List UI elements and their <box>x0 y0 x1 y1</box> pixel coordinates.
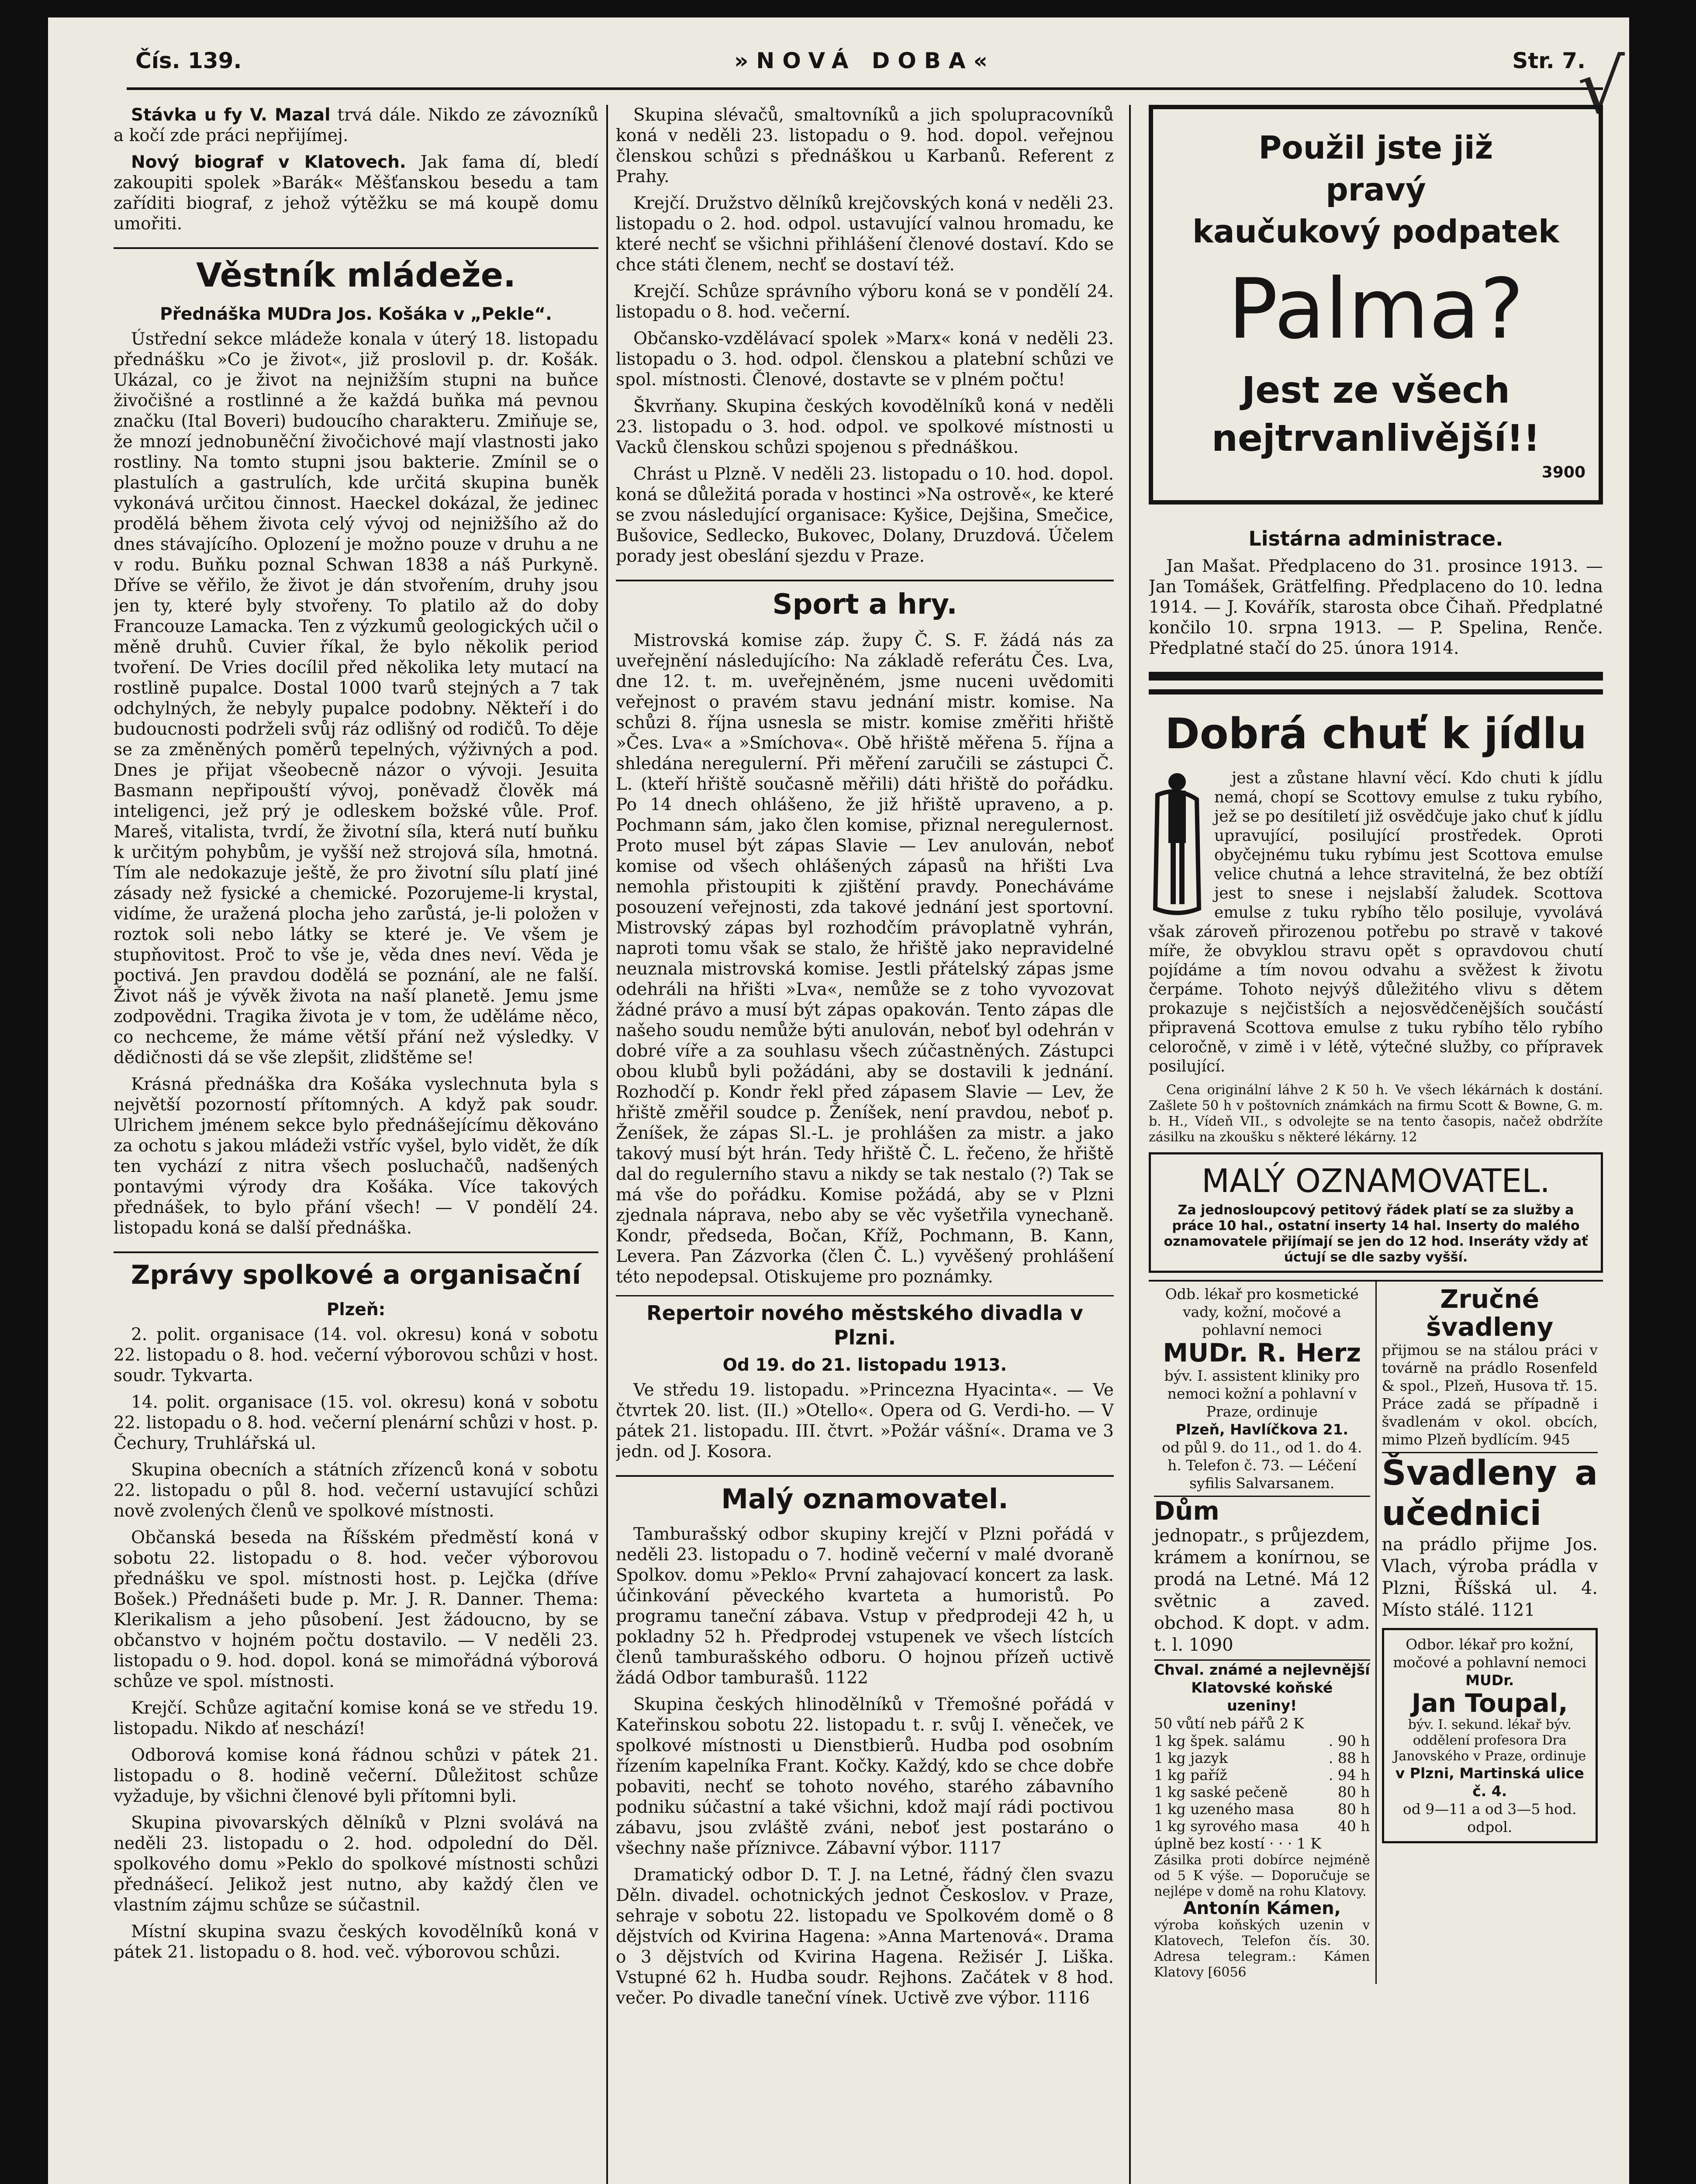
notice: Chrást u Plzně. V neděli 23. listopadu o 10. hod. dopol. koná se důležitá porada v hostinci »Na ostrově«, ke které se zvou následující organisace: Kyšice, Dejšina, Smečice, Bušovice, Sedlecko, Bukovec, Dolany, Druzdová. Účelem porady jest obeslání sjezdu v Praze. <box>616 464 1114 566</box>
classified-ad: Dramatický odbor D. T. J. na Letné, řádný člen svazu Děln. divadel. ochotnických jednot Českoslov. v Praze, sehraje v sobotu 22. listopadu ve Spolkovém domě o 8 dějstvích od Kvirina Hagena: »Anna Martenová«. Drama o 3 dějstvích od Kvirina Hagena. Režisér J. Liška. Vstupné 62 h. Hudba soudr. Rejhons. Začátek v 8 hod. večer. Po divadle taneční vínek. Uctivě zve výbor. 1116 <box>616 1865 1114 2008</box>
section-heading: Zprávy spolkové a organisační <box>114 1251 598 1291</box>
price-row: 1 kg saské pečeně 80 h <box>1154 1783 1370 1800</box>
section-heading: Věstník mládeže. <box>114 247 598 295</box>
fisherman-with-fish-illustration <box>1149 769 1206 917</box>
section-subheading: Od 19. do 21. listopadu 1913. <box>722 1355 1007 1375</box>
notice: Ve středu 19. listopadu. »Princezna Hyacinta«. — Ve čtvrtek 20. list. (II.) »Otello«. Opera od G. Verdi-ho. — V pátek 21. listopadu. III. čtvrt. »Požár vášní«. Drama ve 3 jedn. od J. Kosora. <box>616 1380 1114 1462</box>
article-paragraph: Ústřední sekce mládeže konala v úterý 18. listopadu přednášku »Co je život«, již proslovil p. dr. Košák. Ukázal, co je život na nejnižším stupni na buňce živočišné a rostlinné a že každá buňka má pevnou značku (Ital Boveri) budoucího charakteru. Zmiňuje se, že mnozí jednobuněční živočichové mají vlastnosti jako rostliny. Na tomto stupni jsou bakterie. Zmínil se o plastulích a gastrulích, kde určitá skupina buněk vykonává určitou činnost. Haeckel dokázal, že jedinec prodělá během života celý vývoj od nejnižšího až do dnes stávajícího. Oplození je možno pouze v druhu a ne v rodu. Buňku poznal Schwan 1838 a náš Purkyně. Dříve se věřilo, že život je dán stvořením, druhy jsou jen ty, které byly stvořeny. To platilo až do doby Francouze Lamacka. Ten z výzkumů geologických učil o měně druhů. Cuvier říkal, že bylo několik period tvoření. De Vries docílil před několika lety mutací na rostlině pupalce. Dostal 1000 tvarů stejných a 7 tak odchylných, že nebyly pupalce podobny. Někteří i do budoucnosti podrželi svůj ráz odlišný od rodičů. To děje se za změněných poměrů tepelných, výživných a pod. Dnes je přijat všeobecně názor o vývoji. Jesuita Basmann nepřipouští vývoj, poněvadž člověk má inteligenci, jež prý je odleskem božské vůle. Prof. Mareš, vitalista, tvrdí, že životní síla, která nutí buňku k určitým pohybům, je vyšší než strojová síla, hmotná. Tím ale nedokazuje ještě, že pro životní sílu platí jiné zásady než fysické a chemické. Pozorujeme-li krystal, vidíme, že uražená plocha jeho zarůstá, je-li položen v roztok soli nebo látky se které je. Ve všem je stupňovitost. Proč to vše je, věda dnes neví. Věda je poctivá. Jen pravdou dodělá se poznání, ale ne falší. Život náš je vývěk života na naší planetě. Jemu jsme zodpovědni. Tragika života je v tom, že uděláme něco, co nechceme, že máme větší přání než výsledky. V dědičnosti dá se vše zlepšit, zlidštěme se! <box>114 329 598 1068</box>
news-item: Nový biograf v Klatovech. Jak fama dí, bledí zakoupiti spolek »Barák« Měšťanskou besedu a tam zaříditi biograf, z jehož výtěžku se má koupě domu umořiti. <box>114 152 598 234</box>
section-heading: Listárna administrace. <box>1248 527 1503 550</box>
toupal-ad: Odbor. lékař pro kožní, močové a pohlavní nemoci MUDr. Jan Toupal, býv. I. sekund. lékař býv. oddělení profesora Dra Janovského v Praze, ordinuje v Plzni, Martinská ulice č. 4. od 9—11 a od 3—5 hod. odpol. <box>1382 1628 1598 1843</box>
price-row: 1 kg uzeného masa 80 h <box>1154 1800 1370 1818</box>
notice: Skupina obecních a státních zřízenců koná v sobotu 22. listopadu o půl 8. hod. večerní ustavující schůzi nově zvolených členů ve spolkové místnosti. <box>114 1460 598 1521</box>
price-row: 1 kg jazyk . 88 h <box>1154 1749 1370 1766</box>
issue-number: Čís. 139. <box>135 48 242 73</box>
section-heading: Repertoir nového městského divadla v Plzni. <box>616 1295 1114 1350</box>
notice: Skupina slévačů, smaltovníků a jich spolupracovníků koná v neděli 23. listopadu o 9. hod. dopol. veřejnou členskou schůzi s přednáškou u Karbanů. Referent z Prahy. <box>616 105 1114 187</box>
maly-oznamovatel-banner: MALÝ OZNAMOVATEL. Za jednosloupcový petitový řádek platí se za služby a práce 10 hal., ostatní inserty 14 hal. Inserty do malého oznamovatele přijímají se jen do 12 hod. Inseráty vždy ať úctují se dle sazby vyšší. <box>1149 1152 1603 1273</box>
classified-ad: Skupina českých hlinodělníků v Třemošné pořádá v Kateřinskou sobotu 22. listopadu t. r. svůj I. věneček, ve spolkové místnosti u Dienstbierů. Hudba pod osobním řízením kapelníka Frant. Kočky. Každý, kdo se chce dobře pobaviti, nechť se tohoto nového, starého zábavního podniku súčastní a také všichni, kdož mají rádi poctivou zábavu, jsou zvláště zváni, neboť jest postaráno o všechny naše příznivce. Zábavní výbor. 1117 <box>616 1695 1114 1858</box>
notice: Odborová komise koná řádnou schůzi v pátek 21. listopadu o 8. hodině večerní. Důležitost schůze vyžaduje, by všichni členové byli přítomni byli. <box>114 1745 598 1806</box>
classified-ad: Tamburašský odbor skupiny krejčí v Plzni pořádá v neděli 23. listopadu o 7. hodině večerní v malé dvoraně Spolkov. domu »Peklo« První zahajovací koncert za lask. účinkování pěveckého kvarteta a humoristů. Po programu taneční zábava. Vstup v předprodeji 42 h, u pokladny 52 h. Předprodej vstupenek ve všech lístcích členů tamburašského odboru. O hojnou přízeň uctivě žádá Odbor tamburašů. 1122 <box>616 1524 1114 1688</box>
section-heading: Malý oznamovatel. <box>616 1475 1114 1515</box>
column-3 <box>1149 105 1603 2184</box>
column-2 <box>616 105 1114 2184</box>
notice: Místní skupina svazu českých kovodělníků koná v pátek 21. listopadu o 8. hod. več. výborovou schůzi. <box>114 1922 598 1962</box>
article-paragraph: Mistrovská komise záp. župy Č. S. F. žádá nás za uveřejnění následujícího: Na základě referátu Čes. Lva, dne 12. t. m. uveřejněném, jsme nuceni uvědomiti veřejnost o pravém stavu jednání mistr. komise. Na schůzi 8. října usnesla se mistr. komise změřiti hřiště »Čes. Lva« a »Smíchova«. Obě hřiště měřena 5. října a shledána neregulerní. Při měření zaručili se zástupci Č. L. (kteří hřiště současně měřili) dáti hřiště do pořádku. Po 14 dnech ohlášeno, že již hřiště upraveno, a p. Pochmann sám, jako člen komise, přiznal neregulernost. Proto musel být zápas Slavie — Lev anulován, neboť komise od všech ohlášených zápasů na hřišti Lva nemohla přistoupiti k zjištění pravdy. Ponecháváme posouzení veřejnosti, zda takové jednání jest sportovní. Mistrovský zápas byl rozhodčím právoplatně vyhrán, naproti tomu však se stalo, že hřiště jako nepravidelné neuznala mistrovská komise. Jestli přátelský zápas jsme odehráli na hřišti »Lva«, nemůže se z toho vyvozovat žádné právo a musí být zápas opakován. Tento zápas dle našeho soudu nemůže býti anulován, neboť byl odehrán v dobré víře a za souhlasu všech zúčastněných. Zástupci obou klubů byli požádáni, aby se dostavili k jednání. Rozhodčí p. Kondr řekl před zápasem Slavie — Lev, že hřiště změřil soudce p. Ženíšek, není pravdou, neboť p. Ženíšek, že zápas Sl.-L. je prohlášen za mistr. a jako takový musí být hrán. Tedy hřiště Č. L. řečeno, že hřiště dal do regulerního stavu a nikdy se tak nestalo (?) Tak se má vše do pořádku. Komise požádá, aby se v Plzni zjednala náprava, nebo aby se věc vyšetřila vynechaně. Kondr, předseda, Bočan, Kříž, Pochmann, B. Kann, Levera. Pan Zázvorka (člen Č. L.) vyvěšený prohlášení této nepodepsal. Otiskujeme pro poznámky. <box>616 631 1114 1287</box>
section-heading: Sport a hry. <box>616 580 1114 622</box>
price-row: 1 kg špek. salámu . 90 h <box>1154 1732 1370 1749</box>
price-row: 1 kg paříž . 94 h <box>1154 1766 1370 1783</box>
notice: Skupina pivovarských dělníků v Plzni svolává na neděli 23. listopadu o 2. hod. odpolední do Děl. spolkového domu »Peklo do spolkové místnosti schůzi přednášecí. Jelikož jest nutno, aby každý člen ve vlastním zájmu schůze se súčastnil. <box>114 1813 598 1915</box>
classified-col-right: Zručné švadleny přijmou se na stálou práci v továrně na prádlo Rosenfeld & spol., Plzeň, Husova tř. 15. Práce zadá se případně i švadlenám v okol. obcích, mimo Plzeň bydlícím. 945 Švadleny a učednici na prádlo přijme Jos. Vlach, výroba prádla v Plzni, Říšská ul. 4. Místo stálé. 1121 Odbor. lékař pro kožní, močové a pohlavní nemoci MUDr. Jan Toupal, býv. I. sekund. lékař býv. oddělení profesora Dra Janovského v Praze, ordinuje v Plzni, Martinská ulice č. 4. od 9—11 a od 3—5 hod. odpol. <box>1377 1282 1603 1984</box>
classified-col-left: Odb. lékař pro kosmetické vady, kožní, močové a pohlavní nemoci MUDr. R. Herz býv. I. assistent kliniky pro nemoci kožní a pohlavní v Praze, ordinuje Plzeň, Havlíčkova 21. od půl 9. do 11., od 1. do 4. h. Telefon č. 73. — Léčení syfilis Salvarsanem. Dům jednopatr., s průjezdem, krámem a konírnou, se prodá na Letné. Má 12 světnic a zaved. obchod. K dopt. v adm. t. l. 1090 Chval. známé a nejlevnější Klatovské koňské uzeniny! 50 vůtí neb pářů 2 K 1 kg špek. salámu . 90 h 1 kg jazyk . 88 h 1 kg paříž . 94 h 1 kg saské pečeně 80 h 1 kg uzeného masa 80 h 1 kg syrového masa 40 h úplně bez kostí · · · 1 K Zásilka proti dobírce nejméně od 5 K výše. — Doporučuje se nejlépe v domě na rohu Klatovy. Antonín Kámen, výroba koňských uzenin v Klatovech, Telefon čís. 30. Adresa telegram.: Kámen Klatovy [6056 <box>1149 1282 1377 1984</box>
notice: Krejčí. Družstvo dělníků krejčovských koná v neděli 23. listopadu o 2. hod. odpol. ustavující valnou hromadu, ke které nechť se všichni přihlášení členové dostaví. Kdo se chce státi členem, nechť se dostaví též. <box>616 194 1114 275</box>
page-number: Str. 7. <box>1512 48 1585 73</box>
scott-ad-fineprint: Cena originální láhve 2 K 50 h. Ve všech lékárnách k dostání. Zašlete 50 h v poštovních známkách na firmu Scott & Bowne, G. m. b. H., Vídeň VII., s odvolejte se na tento časopis, načež obdržíte zásilku na zkoušku s některé lékárny. 12 <box>1149 1082 1603 1145</box>
notice: Krejčí. Schůze agitační komise koná se ve středu 19. listopadu. Nikdo ať neschází! <box>114 1698 598 1738</box>
notice: Krejčí. Schůze správního výboru koná se v pondělí 24. listopadu o 8. hod. večerní. <box>616 282 1114 322</box>
palma-brand: Palma? <box>1228 261 1524 357</box>
notice: 2. polit. organisace (14. vol. okresu) koná v sobotu 22. listopadu o 8. hod. večerní výborovou schůzi v host. soudr. Tykvarta. <box>114 1325 598 1386</box>
column-rule <box>1129 105 1131 2184</box>
article-subheading: Přednáška MUDra Jos. Košáka v „Pekle“. <box>160 304 552 324</box>
column-1 <box>114 105 598 2184</box>
notice: Škvrňany. Skupina českých kovodělníků koná v neděli 23. listopadu o 3. hod. odpol. ve spolkové místnosti u Vacků členskou schůzi spojenou s přednáškou. <box>616 397 1114 457</box>
palma-advertisement: Použil jste již pravý kaučukový podpatek Palma? Jest ze všech nejtrvanlivější!! 3900 <box>1149 105 1603 505</box>
masthead <box>127 35 1603 90</box>
divider-bar <box>1149 689 1603 695</box>
notice: 14. polit. organisace (15. vol. okresu) koná v sobotu 22. listopadu o 8. hod. večerní plenární schůzi v host. p. Čechury, Truhlářská ul. <box>114 1393 598 1453</box>
scott-ad-text: jest a zůstane hlavní věcí. Kdo chuti k jídlu nemá, chopí se Scottovy emulse z tuku rybího, jež se po desítiletí již osvědčuje jako chuť k jídlu upravující, posilující prostředek. Oproti obyčejnému tuku rybímu jest Scottova emulse velice chutná a lehce stravitelná, že bez obtíží jest to snese i nejslabší žaludek. Scottova emulse z tuku rybího tělo posiluje, vyvolává však zároveň přirozenou potřebu po stravě v takové míře, že obvyklou stravu opět s opravdovou chutí pojídáme a tím novou odvahu a svěžest k životu čerpáme. Tohoto nejvýš důležitého vlivu s dětem prokazuje s nejčistších a nejosvědčenějších součástí připravená Scottova emulse z tuku rybího tělo rybího celoročně, v zimě i v létě, výtečné služby, co přípravek posilující. <box>1149 769 1603 1075</box>
notice: Jan Mašat. Předplaceno do 31. prosince 1913. — Jan Tomášek, Grätfelfing. Předplaceno do 10. ledna 1914. — J. Kovářík, starosta obce Čihaň. Předplatné končilo 10. srpna 1913. — P. Spelina, Renče. Předplatné stačí do 25. února 1914. <box>1149 556 1603 658</box>
notice: Občanská beseda na Říšském předměstí koná v sobotu 22. listopadu o 8. hod. večer výborovou přednášku ve spol. místnosti host. p. Lejčka (dříve Bošek.) Přednášeti bude p. Mr. J. R. Danner. Thema: Klerikalism a jeho působení. Jest žádoucno, by se občanstvo v hojném počtu dostavilo. — V neděli 23. listopadu o 9. hod. dopol. koná se mimořádná výborová schůze ve spol. místnosti. <box>114 1528 598 1691</box>
classified-columns <box>1149 1280 1603 1984</box>
section-subheading: Plzeň: <box>326 1300 386 1320</box>
price-row: 1 kg syrového masa 40 h <box>1154 1818 1370 1835</box>
column-rule <box>606 105 608 2184</box>
notice: Občansko-vzdělávací spolek »Marx« koná v neděli 23. listopadu o 3. hod. odpol. členskou a platební schůzi ve spol. místnosti. Členové, dostavte se v plném počtu! <box>616 329 1114 390</box>
article-paragraph: Krásná přednáška dra Košáka vyslechnuta byla s největší pozorností přítomných. A když pak soudr. Ulrichem jménem sekce bylo přednášejícímu děkováno za ochotu s jakou mládeži vstříc vyšel, bylo vidět, že dík ten vychází z nitra všech posluchačů, nadšených pontavými výrody dra Košáka. Více takových přednášek, to bylo přání všech! — V pondělí 24. listopadu koná se další přednáška. <box>114 1075 598 1238</box>
news-item: Stávka u fy V. Mazal trvá dále. Nikdo ze závozníků a kočí zde práci nepřijímej. <box>114 105 598 145</box>
newspaper-page <box>48 17 1629 2184</box>
price-list <box>1154 1732 1370 1835</box>
scott-ad-title: Dobrá chuť k jídlu <box>1165 709 1587 758</box>
divider-bar <box>1149 672 1603 681</box>
newspaper-title: »NOVÁ DOBA« <box>734 48 995 73</box>
handwritten-check-mark: √ <box>1577 44 1625 130</box>
